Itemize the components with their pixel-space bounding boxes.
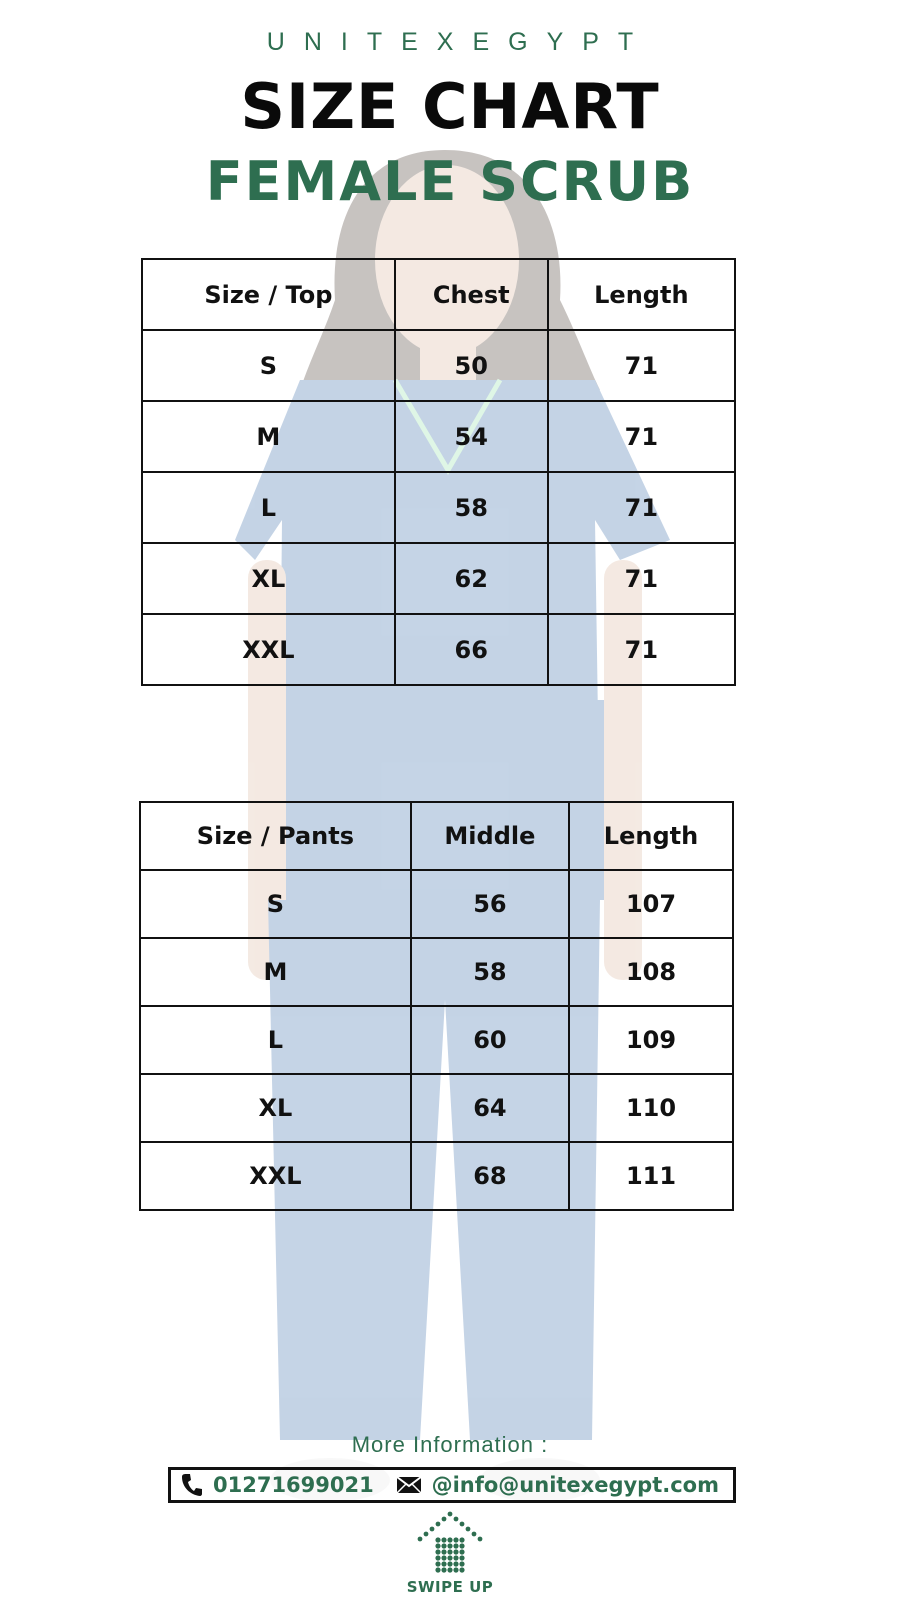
table-row <box>140 938 733 1006</box>
table-cell: 71 <box>548 330 735 401</box>
table-cell: 60 <box>411 1006 569 1074</box>
table-header-cell: Length <box>569 802 733 870</box>
table-header-cell: Size / Pants <box>140 802 411 870</box>
table-cell: 68 <box>411 1142 569 1210</box>
table-cell: XL <box>140 1074 411 1142</box>
table-cell: 50 <box>395 330 548 401</box>
table-cell: 110 <box>569 1074 733 1142</box>
table-cell: 71 <box>548 472 735 543</box>
table-cell: XL <box>142 543 395 614</box>
envelope-icon <box>396 1475 422 1495</box>
phone-contact[interactable] <box>181 1473 374 1497</box>
phone-icon <box>181 1473 203 1497</box>
table-row <box>142 330 735 401</box>
table-cell: 56 <box>411 870 569 938</box>
table-cell: 71 <box>548 401 735 472</box>
table-row <box>142 614 735 685</box>
table-cell: S <box>142 330 395 401</box>
table-cell: 58 <box>395 472 548 543</box>
email-address: @info@unitexegypt.com <box>431 1473 719 1497</box>
contact-box <box>168 1467 736 1503</box>
swipe-up-arrow-icon <box>415 1510 485 1576</box>
table-header-cell: Length <box>548 259 735 330</box>
brand-name: UNITEXEGYPT <box>266 28 653 56</box>
table-row <box>140 1074 733 1142</box>
table-cell: 62 <box>395 543 548 614</box>
page-subtitle: FEMALE SCRUB <box>205 150 695 213</box>
table-cell: L <box>140 1006 411 1074</box>
table-header-row <box>142 259 735 330</box>
table-cell: 71 <box>548 614 735 685</box>
top-size-table <box>141 258 736 686</box>
table-cell: 66 <box>395 614 548 685</box>
email-contact[interactable] <box>396 1473 719 1497</box>
table-row <box>140 870 733 938</box>
table-header-cell: Size / Top <box>142 259 395 330</box>
page-title: SIZE CHART <box>240 70 660 143</box>
table-cell: L <box>142 472 395 543</box>
table-cell: 58 <box>411 938 569 1006</box>
table-cell: 71 <box>548 543 735 614</box>
table-cell: M <box>140 938 411 1006</box>
table-row <box>142 543 735 614</box>
table-cell: 111 <box>569 1142 733 1210</box>
table-cell: 54 <box>395 401 548 472</box>
table-row <box>140 1142 733 1210</box>
table-header-row <box>140 802 733 870</box>
table-header-cell: Middle <box>411 802 569 870</box>
table-cell: 64 <box>411 1074 569 1142</box>
swipe-up-control[interactable] <box>0 1510 900 1596</box>
more-information-label: More Information : <box>351 1432 549 1457</box>
table-cell: M <box>142 401 395 472</box>
table-cell: S <box>140 870 411 938</box>
swipe-up-label: SWIPE UP <box>406 1578 494 1596</box>
table-row <box>142 401 735 472</box>
pants-size-table <box>139 801 734 1211</box>
table-cell: 108 <box>569 938 733 1006</box>
phone-number: 01271699021 <box>213 1473 374 1497</box>
table-cell: 109 <box>569 1006 733 1074</box>
table-header-cell: Chest <box>395 259 548 330</box>
table-row <box>142 472 735 543</box>
table-cell: 107 <box>569 870 733 938</box>
table-cell: XXL <box>142 614 395 685</box>
table-row <box>140 1006 733 1074</box>
table-cell: XXL <box>140 1142 411 1210</box>
